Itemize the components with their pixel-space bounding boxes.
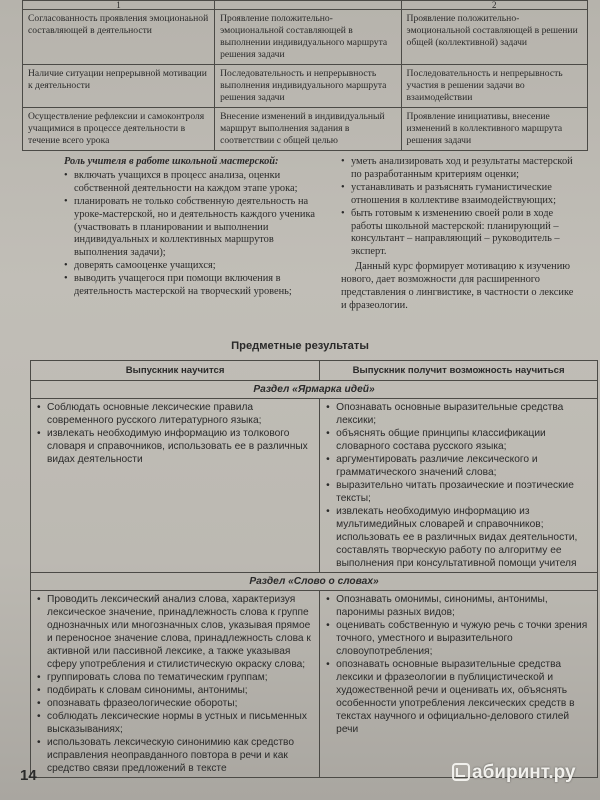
list-item: • доверять самооценке учащихся; [64,260,319,273]
watermark [452,762,576,784]
table-cell: Внесение изменений в индивидуальный маршрут выполнения задания в соответствии с общей целью [215,108,401,151]
table-cell [320,591,598,778]
column-number: 1 [23,1,215,10]
list-item: • аргументировать различие лексического и грамматического значений слова; [326,453,591,479]
section-title: Раздел «Слово о словах» [31,573,598,591]
table-row [23,65,588,108]
table-column-numbers [23,1,588,10]
list-item: • объяснять общие принципы классификации словарного состава русского языка; [326,427,591,453]
teacher-role-section [64,156,600,313]
list-item: • опознавать фразеологические обороты; [37,697,313,710]
list-item: • планировать не только собственную деятельность на уроке-мастерской, но и деятельность каждого ученика (участвовать в планировании и выполнении индивидуальных и коллективных маршрутов выполнения задачи); [64,196,319,261]
table-cell [31,399,320,573]
table-cell: Проявление положительно-эмоциональной составляющей в выполнении индивидуального маршрута решения задачи [215,10,401,65]
roles-right-list [341,156,581,259]
list-item: • группировать слова по тематическим группам; [37,671,313,684]
list-item: • опознавать основные выразительные средства лексики и фразеологии в публицистической и художественной речи и оценивать их, объяснять особенности употребления лексических средств в текстах научного и официально-делового стилей речи [326,658,591,736]
section-title: Раздел «Ярмарка идей» [31,381,598,399]
roles-left-list [64,170,319,299]
course-paragraph: Данный курс формирует мотивацию к изучению нового, дает возможности для расширенного представления о лингвистике, в частности о лексике и фразеологии. [341,261,574,311]
list-item: • быть готовым к изменению своей роли в ходе работы школьной мастерской: планирующий – консультант – направляющий – руководитель – эксперт. [341,208,581,260]
section-heading: Предметные результаты [231,340,369,352]
table-cell: Проявление инициативы, внесение изменений в коллективного маршрута решения задачи [401,108,587,151]
results-header-row [31,361,598,381]
table-cell: Последовательность и непрерывность участия в решении задачи во взаимодействии [401,65,587,108]
table-cell: Осуществление рефлексии и самоконтроля учащимися в процессе деятельности в течение всего урока [23,108,215,151]
list-item: • использовать лексическую синонимию как средство исправления неоправданного повтора в речи и как средство связи предложений в тексте [37,736,313,775]
table-row [31,591,598,778]
list-item: • извлекать необходимую информацию из толкового словаря и справочников, использовать ее в различных видах деятельности [37,427,313,466]
page-number: 14 [20,767,37,784]
table-row [31,399,598,573]
roles-left-column [64,156,319,313]
list-item: • Опознавать омонимы, синонимы, антонимы, паронимы разных видов; [326,593,591,619]
results-table [30,360,598,778]
list-item: • Опознавать основные выразительные средства лексики; [326,401,591,427]
column-header: Выпускник научится [31,361,320,381]
list-item: • выразительно читать прозаические и поэтические тексты; [326,479,591,505]
table-cell: Проявление положительно-эмоциональной составляющей в решении общей (коллективной) задачи [401,10,587,65]
list-item: • включать учащихся в процесс анализа, оценки собственной деятельности на каждом этапе урока; [64,170,319,196]
section-title-row [31,573,598,591]
list-item: • выводить учащегося при помощи включения в деятельность мастерской на творческий уровень; [64,273,319,299]
column-number [215,1,401,10]
list-item: • оценивать собственную и чужую речь с точки зрения точного, уместного и выразительного словоупотребления; [326,619,591,658]
list-item: • Проводить лексический анализ слова, характеризуя лексическое значение, принадлежность слова к группе однозначных или многозначных слов, указывая прямое и переносное значение слова, принадлежность слова к активной или пассивной лексике, а также указывая сферу употребления и стилистическую окраску слова; [37,593,313,671]
labirint-logo-icon [452,763,470,781]
section-title-row [31,381,598,399]
table-cell: Согласованность проявления эмоционаьной составляющей в деятельности [23,10,215,65]
criteria-table [22,0,588,151]
table-cell: Последовательность и непрерывность выполнения индивидуального маршрута решения задачи [215,65,401,108]
list-item: • устанавливать и разъяснять гуманистические отношения в коллективе взаимодействующих; [341,182,581,208]
list-item: • соблюдать лексические нормы в устных и письменных высказываниях; [37,710,313,736]
column-number: 2 [401,1,587,10]
table-cell [320,399,598,573]
table-cell: Наличие ситуации непрерывной мотивации к деятельности [23,65,215,108]
table-cell [31,591,320,778]
list-item: • подбирать к словам синонимы, антонимы; [37,684,313,697]
watermark-text: абиринт.ру [472,762,576,783]
list-item: • Соблюдать основные лексические правила современного русского литературного языка; [37,401,313,427]
list-item: • уметь анализировать ход и результаты мастерской по разработанным критериям оценки; [341,156,581,182]
table-row [23,10,588,65]
table-row [23,108,588,151]
list-item: • извлекать необходимую информацию из мультимедийных словарей и справочников; использовать ее в различных видах деятельности, составлять творческую работу по алгоритму ее выполнения при консультативной помощи учителя [326,505,591,570]
roles-right-column [341,156,581,313]
roles-title: Роль учителя в работе школьной мастерской: [64,156,279,167]
column-header: Выпускник получит возможность научиться [320,361,598,381]
